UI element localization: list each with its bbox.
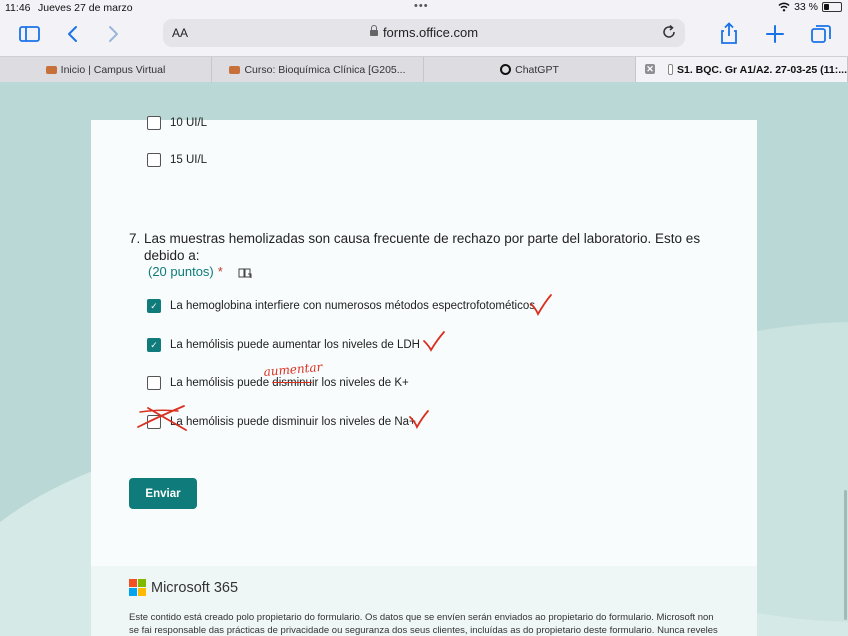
checkbox[interactable] xyxy=(147,116,161,130)
option-label: La hemólisis puede aumentar los niveles de LDH xyxy=(170,339,420,351)
struck-text: disminu xyxy=(272,377,312,389)
document-icon xyxy=(668,64,673,75)
tab-label: ChatGPT xyxy=(515,63,559,76)
tab-label: S1. BQC. Gr A1/A2. 27-03-25 (11:... xyxy=(676,63,847,76)
option-label: La hemólisis puede disminuir los niveles de Na+ xyxy=(170,416,416,428)
tab-label: Inicio | Campus Virtual xyxy=(60,63,166,76)
tab-label: Curso: Bioquímica Clínica [G205... xyxy=(244,63,406,76)
wifi-icon xyxy=(778,2,790,12)
status-time: 11:46 xyxy=(5,2,31,14)
checkbox[interactable] xyxy=(147,415,161,429)
tab-bar xyxy=(0,56,848,83)
option-1[interactable] xyxy=(147,299,535,313)
option-prev-2[interactable] xyxy=(147,153,207,167)
multitask-dots[interactable]: ••• xyxy=(414,0,429,12)
chatgpt-icon xyxy=(500,64,511,75)
forward-icon[interactable] xyxy=(100,22,126,46)
handwritten-correction: aumentar xyxy=(263,359,323,379)
brand-name: Microsoft 365 xyxy=(151,579,239,596)
required-mark: * xyxy=(217,264,223,279)
url-text[interactable]: forms.office.com xyxy=(382,25,479,40)
browser-toolbar xyxy=(0,16,848,54)
question-points xyxy=(148,264,223,279)
immersive-reader-icon[interactable] xyxy=(238,267,252,279)
tab-campus[interactable] xyxy=(0,57,212,82)
reload-icon[interactable] xyxy=(661,24,677,40)
address-bar[interactable] xyxy=(163,19,685,47)
reader-settings-button[interactable]: AA xyxy=(172,26,189,40)
checkbox-checked[interactable]: ✓ xyxy=(147,338,161,352)
share-icon[interactable] xyxy=(716,22,742,46)
option-prev-1[interactable] xyxy=(147,116,207,130)
campus-icon xyxy=(229,66,240,74)
lock-icon xyxy=(370,30,378,36)
scrollbar[interactable] xyxy=(844,490,847,620)
option-label: 15 UI/L xyxy=(170,154,208,166)
tab-chatgpt[interactable] xyxy=(424,57,636,82)
status-date: Jueves 27 de marzo xyxy=(38,2,133,14)
points-label: (20 puntos) xyxy=(148,264,214,279)
battery-percent: 33 % xyxy=(794,1,818,13)
submit-button[interactable]: Enviar xyxy=(129,478,197,509)
sidebar-icon[interactable] xyxy=(17,22,43,46)
campus-icon xyxy=(46,66,57,74)
question-number: 7. xyxy=(129,231,141,246)
new-tab-icon[interactable] xyxy=(762,22,788,46)
checkbox[interactable] xyxy=(147,153,161,167)
checkbox-checked[interactable]: ✓ xyxy=(147,299,161,313)
checkbox[interactable] xyxy=(147,376,161,390)
back-icon[interactable] xyxy=(60,22,86,46)
tab-form-active[interactable] xyxy=(636,57,848,82)
footer-disclaimer: Este contido está creado polo propietario do formulario. Os datos que se envíen serán enviados ao propietario do formulario. Microsoft non se fai responsable das prácticas de privacidade ou seguranza dos seus clientes, incluídas as do propietario deste formulario. Nunca reveles xyxy=(129,612,718,636)
status-bar xyxy=(0,0,848,16)
tab-course[interactable] xyxy=(212,57,424,82)
microsoft-365-brand xyxy=(129,579,238,596)
option-4[interactable] xyxy=(147,415,416,429)
option-2[interactable] xyxy=(147,338,420,352)
option-3[interactable] xyxy=(147,376,409,390)
option-label: La hemoglobina interfiere con numerosos métodos espectrofotométicos xyxy=(170,300,536,312)
close-tab-icon[interactable]: ✕ xyxy=(646,64,654,74)
tabs-overview-icon[interactable] xyxy=(808,22,834,46)
option-label: La hemólisis puede disminuir los niveles de K+ xyxy=(170,377,409,389)
microsoft-logo xyxy=(129,579,146,596)
question-text: Las muestras hemolizadas son causa frecuente de rechazo por parte del laboratorio. Esto es debido a: xyxy=(144,231,701,263)
form-page xyxy=(0,82,848,636)
battery-icon xyxy=(822,2,842,12)
option-label: 10 UI/L xyxy=(170,117,208,129)
